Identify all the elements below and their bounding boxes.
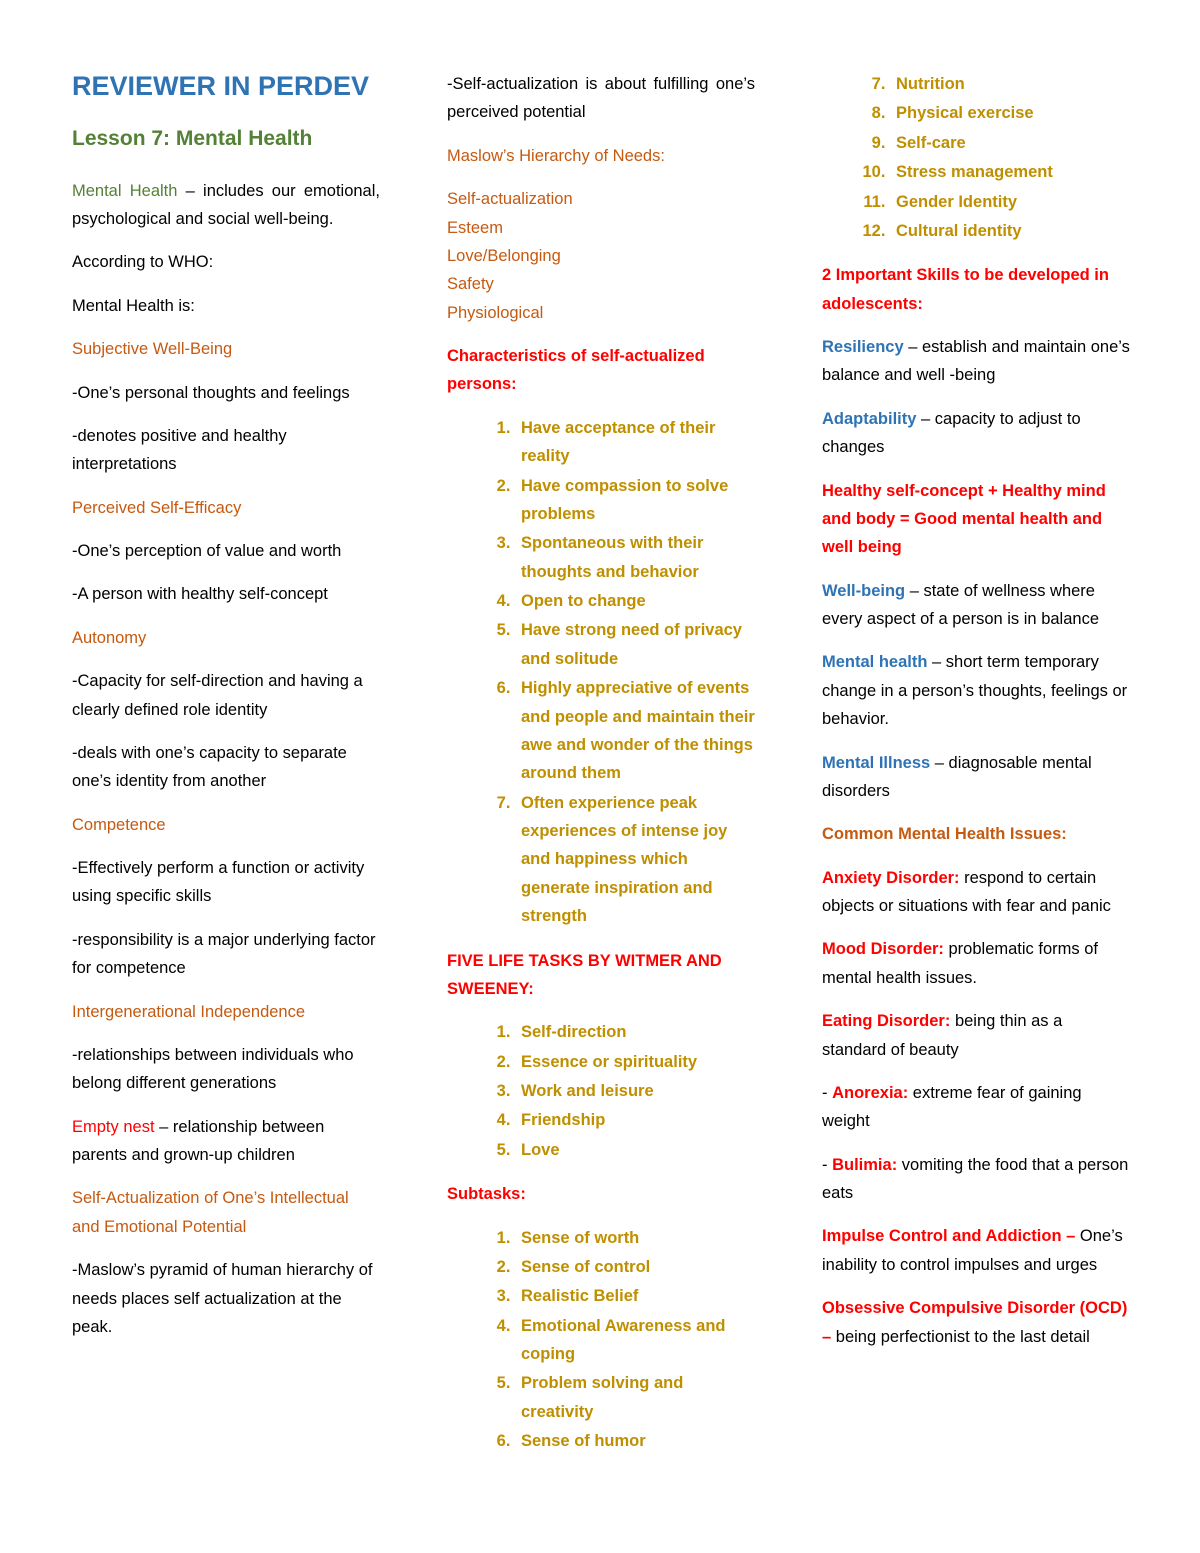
skills-heading: 2 Important Skills to be developed in adolescents:	[822, 266, 1109, 313]
issue-definition	[822, 1294, 1130, 1351]
sub-rest: extreme fear of gaining weight	[822, 1083, 1082, 1131]
section-line: -Capacity for self-direction and having a clearly defined role identity	[72, 672, 363, 719]
section-line: -One’s perception of value and worth	[72, 542, 342, 561]
list-item: 4. Open to change	[515, 587, 755, 615]
list-item: 1. Sense of worth	[515, 1224, 755, 1252]
section-line: -deals with one’s capacity to separate one’s identity from another	[72, 743, 347, 791]
list-item: 3. Realistic Belief	[515, 1282, 755, 1310]
definition	[822, 577, 1130, 634]
issue-term: Eating Disorder:	[822, 1012, 951, 1031]
column-3	[822, 70, 1130, 1498]
list-item: 4. Friendship	[515, 1106, 755, 1134]
issue-rest: being perfectionist to the last detail	[831, 1327, 1090, 1346]
intro-rest: – includes our emotional, psychological and social well-being.	[72, 181, 380, 229]
section-heading: Competence	[72, 815, 166, 834]
list-item: 3. Spontaneous with their thoughts and behavior	[515, 529, 755, 586]
skill-term: Adaptability	[822, 409, 917, 428]
maslow-level: Esteem	[447, 218, 503, 237]
column-2	[447, 70, 755, 1498]
maslow-level: Love/Belonging	[447, 246, 561, 265]
list-item: 2. Sense of control	[515, 1253, 755, 1281]
intro-paragraph	[72, 177, 380, 234]
maslow-level: Physiological	[447, 303, 544, 322]
maslow-levels	[447, 185, 755, 327]
empty-nest-definition	[72, 1113, 380, 1170]
list-item: 7. Often experience peak experiences of intense joy and happiness which generate inspiration and strength	[515, 789, 755, 931]
section-line: -responsibility is a major underlying factor for competence	[72, 930, 376, 978]
issue-rest: being thin as a standard of beauty	[822, 1012, 1063, 1059]
self-actualization-note: -Self-actualization is about fulfilling one’s perceived potential	[447, 75, 755, 122]
issue-definition	[822, 1222, 1130, 1279]
list-item: 6. Sense of humor	[515, 1427, 755, 1455]
issue-term: Obsessive Compulsive Disorder (OCD) –	[822, 1299, 1128, 1346]
issue-term: Anxiety Disorder:	[822, 868, 960, 887]
issue-definition	[822, 935, 1130, 992]
list-item: 4. Emotional Awareness and coping	[515, 1312, 755, 1369]
list-item: 9. Self-care	[890, 129, 1130, 157]
maslow-level: Safety	[447, 275, 494, 294]
issue-rest: respond to certain objects or situations with fear and panic	[822, 868, 1111, 915]
section-heading: Subjective Well-Being	[72, 340, 233, 359]
skill-term: Resiliency	[822, 338, 904, 356]
list-item: 5. Have strong need of privacy and solitude	[515, 616, 755, 673]
list-item: 8. Physical exercise	[890, 99, 1130, 127]
section-heading: Autonomy	[72, 628, 147, 647]
sub-prefix: -	[822, 1155, 833, 1174]
list-item: 11. Gender Identity	[890, 188, 1130, 216]
definition	[822, 648, 1130, 733]
empty-nest-rest: – relationship between parents and grown-up children	[72, 1117, 325, 1165]
section-line: -Effectively perform a function or activity using specific skills	[72, 859, 365, 906]
section-heading: Intergenerational Independence	[72, 1002, 306, 1021]
sub-prefix: -	[822, 1083, 833, 1102]
characteristics-heading: Characteristics of self-actualized persons:	[447, 347, 705, 394]
doc-title: REVIEWER IN PERDEV	[72, 71, 370, 101]
maslow-level: Self-actualization	[447, 190, 573, 209]
definition-term: Well-being	[822, 581, 906, 600]
list-item: 2. Have compassion to solve problems	[515, 472, 755, 529]
list-item: 2. Essence or spirituality	[515, 1048, 755, 1076]
issue-sub-definition	[822, 1079, 1130, 1136]
issue-definition	[822, 864, 1130, 921]
according-who: According to WHO:	[72, 253, 214, 272]
mental-health-is: Mental Health is:	[72, 296, 195, 315]
list-item: 1. Have acceptance of their reality	[515, 414, 755, 471]
list-item: 1. Self-direction	[515, 1018, 755, 1046]
sub-rest: vomiting the food that a person eats	[822, 1155, 1129, 1202]
issue-definition	[822, 1007, 1130, 1064]
list-item: 3. Work and leisure	[515, 1077, 755, 1105]
definition	[822, 749, 1130, 806]
life-tasks-list	[447, 1018, 755, 1164]
section-line: -Maslow’s pyramid of human hierarchy of needs places self actualization at the peak.	[72, 1261, 373, 1336]
definition-term: Mental Illness	[822, 753, 931, 772]
skill-definition	[822, 333, 1130, 390]
list-item: 10. Stress management	[890, 158, 1130, 186]
issue-rest: One’s inability to control impulses and urges	[822, 1227, 1123, 1274]
skill-rest: – capacity to adjust to changes	[822, 409, 1081, 457]
list-item: 6. Highly appreciative of events and people and maintain their awe and wonder of the things around them	[515, 674, 755, 788]
column-1	[72, 70, 380, 1498]
issue-term: Impulse Control and Addiction –	[822, 1227, 1076, 1246]
skill-definition	[822, 405, 1130, 462]
section-line: -One’s personal thoughts and feelings	[72, 383, 350, 402]
definition-rest: – short term temporary change in a person’s thoughts, feelings or behavior.	[822, 653, 1128, 729]
issue-sub-definition	[822, 1151, 1130, 1208]
section-line: -relationships between individuals who belong different generations	[72, 1045, 354, 1093]
sub-term: Anorexia:	[832, 1083, 909, 1102]
section-line: -A person with healthy self-concept	[72, 585, 328, 604]
life-tasks-heading: FIVE LIFE TASKS BY WITMER AND SWEENEY:	[447, 951, 722, 998]
section-heading: Self-Actualization of One’s Intellectual and Emotional Potential	[72, 1189, 349, 1236]
issues-heading: Common Mental Health Issues:	[822, 825, 1067, 844]
list-item: 5. Problem solving and creativity	[515, 1369, 755, 1426]
definition-rest: – diagnosable mental disorders	[822, 753, 1092, 800]
definition-rest: – state of wellness where every aspect of a person is in balance	[822, 581, 1099, 628]
equation-statement: Healthy self-concept + Healthy mind and body = Good mental health and well being	[822, 481, 1106, 557]
lesson-heading: Lesson 7: Mental Health	[72, 127, 313, 151]
sub-term: Bulimia:	[832, 1155, 898, 1174]
section-line: -denotes positive and healthy interpretations	[72, 426, 287, 474]
wellness-list	[822, 70, 1130, 245]
list-item: 5. Love	[515, 1136, 755, 1164]
issue-term: Mood Disorder:	[822, 940, 944, 959]
skill-rest: – establish and maintain one’s balance and well -being	[822, 338, 1130, 385]
section-heading: Perceived Self-Efficacy	[72, 498, 242, 517]
characteristics-list	[447, 414, 755, 931]
list-item: 7. Nutrition	[890, 70, 1130, 98]
subtasks-heading: Subtasks:	[447, 1185, 526, 1204]
subtasks-list	[447, 1224, 755, 1456]
list-item: 12. Cultural identity	[890, 217, 1130, 245]
empty-nest-term: Empty nest	[72, 1117, 155, 1136]
maslow-heading: Maslow’s Hierarchy of Needs:	[447, 146, 665, 165]
intro-term: Mental Health	[72, 181, 178, 200]
definition-term: Mental health	[822, 653, 928, 672]
issue-rest: problematic forms of mental health issues.	[822, 940, 1098, 987]
